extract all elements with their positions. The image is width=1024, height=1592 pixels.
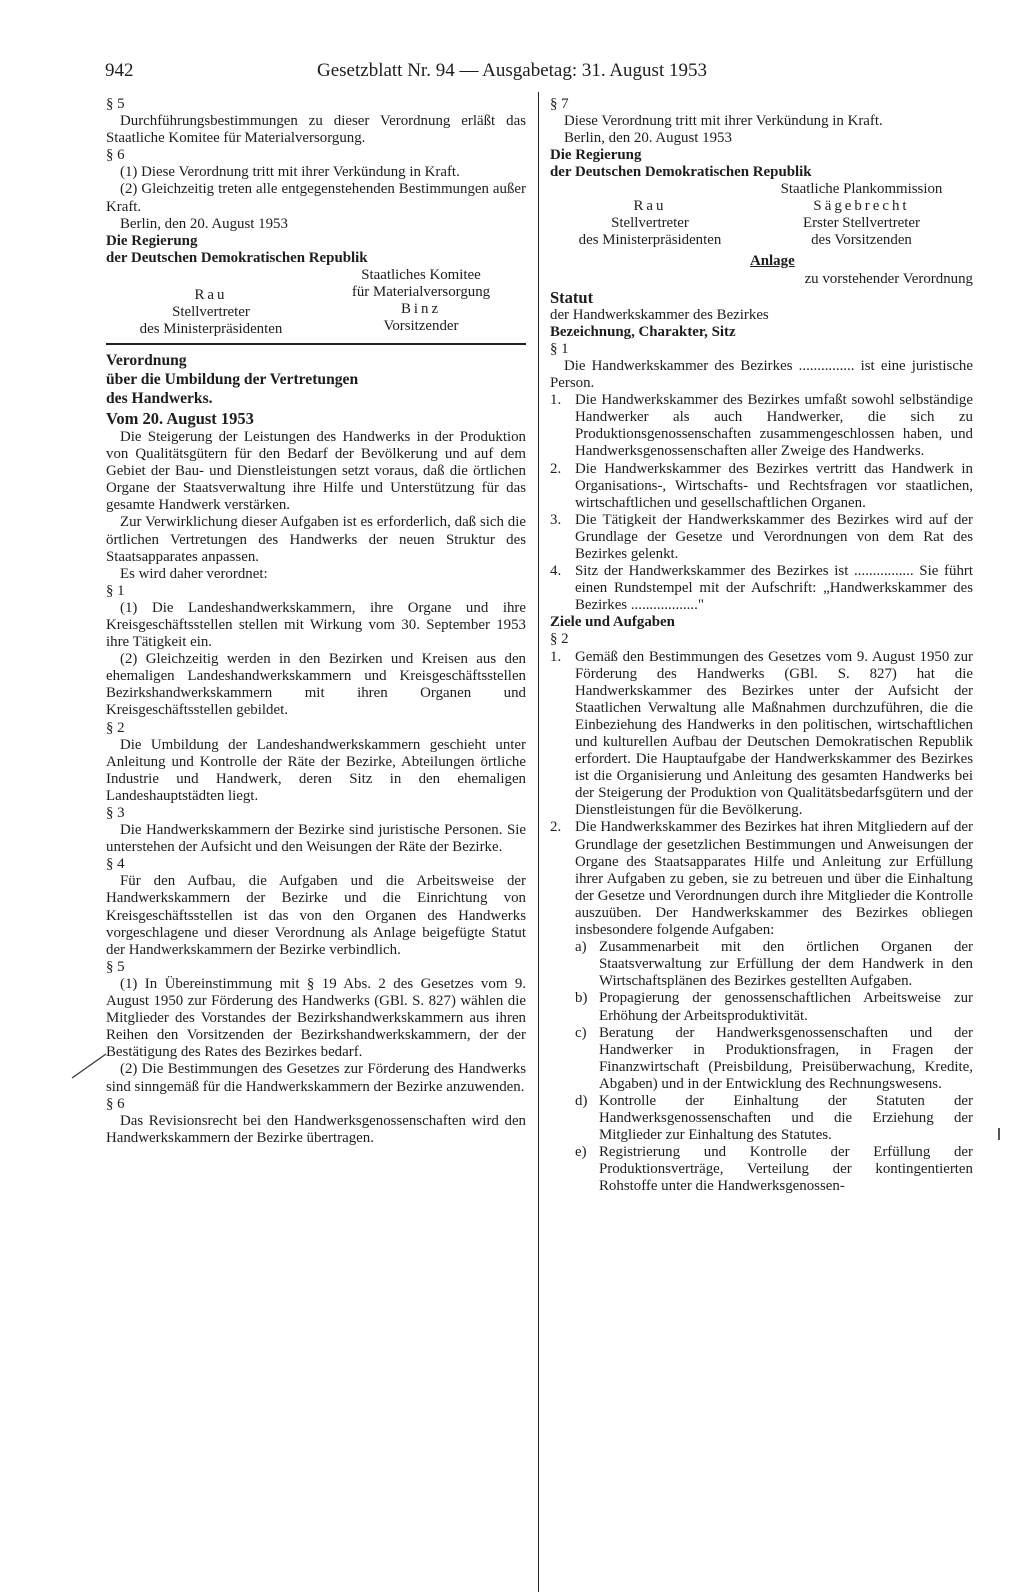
statute-para-1-items <box>550 392 973 614</box>
signature-right-right-col <box>750 181 973 249</box>
preamble-para-3: Es wird daher verordnet: <box>120 565 268 582</box>
signature-role-rau-2: des Ministerpräsidenten <box>578 232 722 249</box>
signature-org-line-2: für Materialversorgung <box>351 283 491 300</box>
signature-role-saegebrecht-1: Erster Stellvertreter <box>802 215 920 232</box>
para-3-text: Die Handwerkskammern der Bezirke sind juristische Personen. Sie unterstehen der Aufsicht und den Weisungen der Räte der Bezirke. <box>106 822 526 856</box>
list-item-text: Die Tätigkeit der Handwerkskammer des Bezirkes wird auf der Grundlage der Gesetze und Verordnungen von dem Rat des Bezirkes gelenkt. <box>575 511 973 562</box>
preamble-para-2: Zur Verwirklichung dieser Aufgaben ist es erforderlich, daß sich die örtlichen Vertretungen des Handwerks der neuen Struktur des Staatsapparates anpassen. <box>106 514 526 565</box>
para-4-title: § 4 <box>106 856 125 873</box>
signature-role-left-2: des Ministerpräsidenten <box>139 320 283 337</box>
annex-heading <box>550 253 973 270</box>
signature-name-saegebrecht: Sägebrecht <box>813 198 910 215</box>
para-5-sub-2: (2) Die Bestimmungen des Gesetzes zur Förderung des Handwerks sind sinngemäß für die Handwerkskammern der Bezirke anzuwenden. <box>106 1061 526 1095</box>
para-4-text: Für den Aufbau, die Aufgaben und die Arbeitsweise der Handwerkskammern der Bezirke und die Einrichtung von Kreisgeschäftsstellen ist das von den Organen des Handwerks vorgeschlagene und dieser Verordnung als Anlage beigefügte Statut der Handwerkskammern der Bezirke verbindlich. <box>106 873 526 958</box>
list-item-label: e) <box>575 1144 587 1161</box>
numbered-item <box>550 819 973 939</box>
ordinance-title-1: Verordnung <box>106 351 187 369</box>
numbered-item <box>550 392 973 460</box>
numbered-item <box>550 563 973 614</box>
signing-date: Berlin, den 20. August 1953 <box>120 215 288 232</box>
signature-role-rau-1: Stellvertreter <box>611 215 689 232</box>
list-item-text: Registrierung und Kontrolle der Erfüllung der Produktionsverträge, Verteilung der kontingentierten Rohstoffe unter die Handwerksgenossen- <box>599 1144 973 1195</box>
list-item-label: 3. <box>550 511 562 528</box>
para-2-title: § 2 <box>106 719 125 736</box>
margin-pencil-mark <box>70 1050 110 1080</box>
column-divider <box>538 92 539 1592</box>
signature-role-right: Vorsitzender <box>383 317 459 334</box>
government-line-2-right: der Deutschen Demokratischen Republik <box>550 164 812 181</box>
preamble-para-1: Die Steigerung der Leistungen des Handwerks in der Produktion von Qualitätsgütern für den Bedarf der Bevölkerung und auf dem Gebiet der Bau- und Dienstleistungen setzt voraus, daß die örtlichen Organe der Staatsverwaltung ihre Hilfe und Unterstützung für das gesamte Handwerk verstärken. <box>106 428 526 514</box>
section-6-para-1: (1) Diese Verordnung tritt mit ihrer Verkündung in Kraft. <box>120 164 460 181</box>
numbered-item <box>550 512 973 563</box>
para-6-text: Das Revisionsrecht bei den Handwerksgenossenschaften wird den Handwerkskammern der Bezirke übertragen. <box>106 1112 526 1146</box>
list-item-text: Beratung der Handwerksgenossenschaften und der Handwerker in Produktionsfragen, in Fragen der Finanzwirtschaft (Preisbildung, Preisüberwachung, Kredite, Abgaben) und in der Entwicklung des Rechnungswesens. <box>599 1024 973 1092</box>
statute-title: Statut <box>550 287 594 307</box>
para-5-sub-1: (1) In Übereinstimmung mit § 19 Abs. 2 des Gesetzes vom 9. August 1950 zur Förderung des Handwerks (GBl. S. 827) wählen die Mitglieder des Vorstandes der Bezirkshandwerkskammern aus ihren Reihen den Vorsitzenden der Bezirkshandwerkskammern, der der Bestätigung des Rates des Bezirkes bedarf. <box>106 975 526 1061</box>
section-7-title: § 7 <box>550 96 569 112</box>
heading-goals: Ziele und Aufgaben <box>550 614 675 631</box>
signature-block <box>106 267 526 338</box>
statute-para-1-intro: Die Handwerkskammer des Bezirkes ............... ist eine juristische Person. <box>550 357 973 392</box>
list-item-label: 2. <box>550 460 562 477</box>
list-item-label: 2. <box>550 819 562 836</box>
numbered-item <box>550 649 973 820</box>
lettered-item <box>575 1025 973 1093</box>
lettered-item <box>575 990 973 1024</box>
signature-org-plankommission: Staatliche Plankommission <box>780 181 943 198</box>
signature-role-left-1: Stellvertreter <box>172 303 250 320</box>
page-number: 942 <box>105 60 134 81</box>
list-item-label: 1. <box>550 648 562 665</box>
list-item-label: 4. <box>550 563 562 580</box>
signature-left-right-col <box>550 181 750 249</box>
list-item-label: 1. <box>550 392 562 409</box>
list-item-text: Kontrolle der Einhaltung der Statuten der Handwerksgenossenschaften und die Erziehung der Mitglieder zur Einhaltung des Statutes. <box>599 1092 973 1144</box>
list-item-text: Gemäß den Bestimmungen des Gesetzes vom 9. August 1950 zur Förderung des Handwerks (GBl. S. 827) hat die Handwerkskammer des Bezirkes unter der Aufsicht der Staatlichen Verwaltung alle Maßnahmen durchzuführen, die die Einbeziehung des Handwerks in den politischen, wirtschaftlichen und kulturellen Aufbau der Deutschen Demokratischen Republik erfordert. Die Hauptaufgabe der Handwerkskammer des Bezirkes ist die Organisierung und Anleitung des gesamten Handwerks bei der Steigerung der Produktion von Qualitätsbedarfsgütern und der Dienstleistungen für die Bevölkerung. <box>575 648 973 819</box>
section-6-para-2: (2) Gleichzeitig treten alle entgegenstehenden Bestimmungen außer Kraft. <box>106 181 526 215</box>
statute-para-1-title: § 1 <box>550 340 569 357</box>
section-5-title: § 5 <box>106 96 125 112</box>
ordinance-date: Vom 20. August 1953 <box>106 408 254 428</box>
section-5-text: Durchführungsbestimmungen zu dieser Verordnung erläßt das Staatliche Komitee für Materialversorgung. <box>106 113 526 147</box>
signature-right <box>316 267 526 338</box>
annex-subtitle: zu vorstehender Verordnung <box>804 270 973 287</box>
para-5-title: § 5 <box>106 958 125 975</box>
section-6-title: § 6 <box>106 147 125 164</box>
para-2-text: Die Umbildung der Landeshandwerkskammern geschieht unter Anleitung und Kontrolle der Räte der Bezirke, Abteilungen örtliche Industrie und Handwerk, deren Sitz in den ehemaligen Landeshauptstädten liegt. <box>106 736 526 804</box>
para-6-title: § 6 <box>106 1095 125 1112</box>
right-column <box>550 96 973 1196</box>
government-line-1: Die Regierung <box>106 232 198 249</box>
list-item-label: a) <box>575 939 587 956</box>
list-item-text: Die Handwerkskammer des Bezirkes umfaßt sowohl selbständige Handwerker als auch Handwerker, die sich zu Produktionsgenossenschaften zusammengeschlossen haben, und Handwerksgenossenschaften aller Zweige des Handwerks. <box>575 392 973 460</box>
signing-date-right: Berlin, den 20. August 1953 <box>564 130 732 147</box>
signature-left <box>106 267 316 338</box>
list-item-text: Die Handwerkskammer des Bezirkes hat ihren Mitgliedern auf der Grundlage der gesetzlichen Bestimmungen und Anweisungen der Organe des Staatsapparates Hilfe und Anleitung zur Erfüllung ihrer Aufgaben zu geben, sie zu betreuen und über die Einhaltung der Gesetze und Verordnungen durch ihre Mitglieder die Kontrolle auszuüben. Der Handwerkskammer des Bezirkes obliegen insbesondere folgende Aufgaben: <box>575 819 973 939</box>
annex-label: Anlage <box>750 253 795 270</box>
left-column <box>106 96 526 1147</box>
running-title: Gesetzblatt Nr. 94 — Ausgabetag: 31. August 1953 <box>317 60 707 81</box>
signature-name-rau: Rau <box>633 198 667 215</box>
list-item-label: d) <box>575 1092 588 1109</box>
lettered-item <box>575 1093 973 1144</box>
lettered-item <box>575 1144 973 1195</box>
list-item-text: Sitz der Handwerkskammer des Bezirkes ist ................ Sie führt einen Rundstempel mit der Aufschrift: „Handwerkskammer des Bezirkes .................." <box>575 563 973 614</box>
numbered-item <box>550 461 973 512</box>
para-1-sub-2: (2) Gleichzeitig werden in den Bezirken und Kreisen aus den ehemaligen Landeshandwerkskammern und Kreisgeschäftsstellen Bezirkshandwerkskammern mit ihren Organen und Kreisgeschäftsstellen gebildet. <box>106 651 526 719</box>
signature-block-right <box>550 181 973 249</box>
margin-tick-mark <box>998 1128 1000 1140</box>
list-item-label: b) <box>575 990 588 1007</box>
government-line-1-right: Die Regierung <box>550 147 642 164</box>
page-header <box>105 56 771 86</box>
list-item-text: Propagierung der genossenschaftlichen Arbeitsweise zur Erhöhung der Arbeitsproduktivität. <box>599 990 973 1024</box>
statute-task-list <box>575 939 973 1195</box>
ordinance-title-2: über die Umbildung der Vertretungen <box>106 370 359 388</box>
signature-role-saegebrecht-2: des Vorsitzenden <box>811 232 912 249</box>
statute-para-2-title: § 2 <box>550 631 569 648</box>
list-item-text: Zusammenarbeit mit den örtlichen Organen der Staatsverwaltung zur Erfüllung der dem Handwerk in den Wirtschaftsplänen des Bezirkes gestellten Aufgaben. <box>599 939 973 990</box>
para-3-title: § 3 <box>106 805 125 821</box>
signature-name-right: Binz <box>400 300 442 317</box>
para-1-title: § 1 <box>106 582 125 599</box>
government-line-2: der Deutschen Demokratischen Republik <box>106 249 368 266</box>
section-rule <box>106 343 526 345</box>
statute-para-2-items <box>550 649 973 940</box>
lettered-item <box>575 939 973 990</box>
ordinance-title-3: des Handwerks. <box>106 389 213 407</box>
statute-subtitle: der Handwerkskammer des Bezirkes <box>550 306 769 323</box>
list-item-label: c) <box>575 1024 587 1041</box>
section-7-text: Diese Verordnung tritt mit ihrer Verkündung in Kraft. <box>564 113 883 130</box>
heading-designation: Bezeichnung, Charakter, Sitz <box>550 323 736 340</box>
signature-org-line-1: Staatliches Komitee <box>361 266 481 283</box>
signature-name-left: Rau <box>194 286 228 303</box>
para-1-sub-1: (1) Die Landeshandwerkskammern, ihre Organe und ihre Kreisgeschäftsstellen stellen mit Wirkung vom 30. September 1953 ihre Tätigkeit ein. <box>106 599 526 651</box>
list-item-text: Die Handwerkskammer des Bezirkes vertritt das Handwerk in Organisations-, Wirtschafts- und Rechtsfragen vor staatlichen, wirtschaftlichen und gesellschaftlichen Organen. <box>575 460 973 511</box>
